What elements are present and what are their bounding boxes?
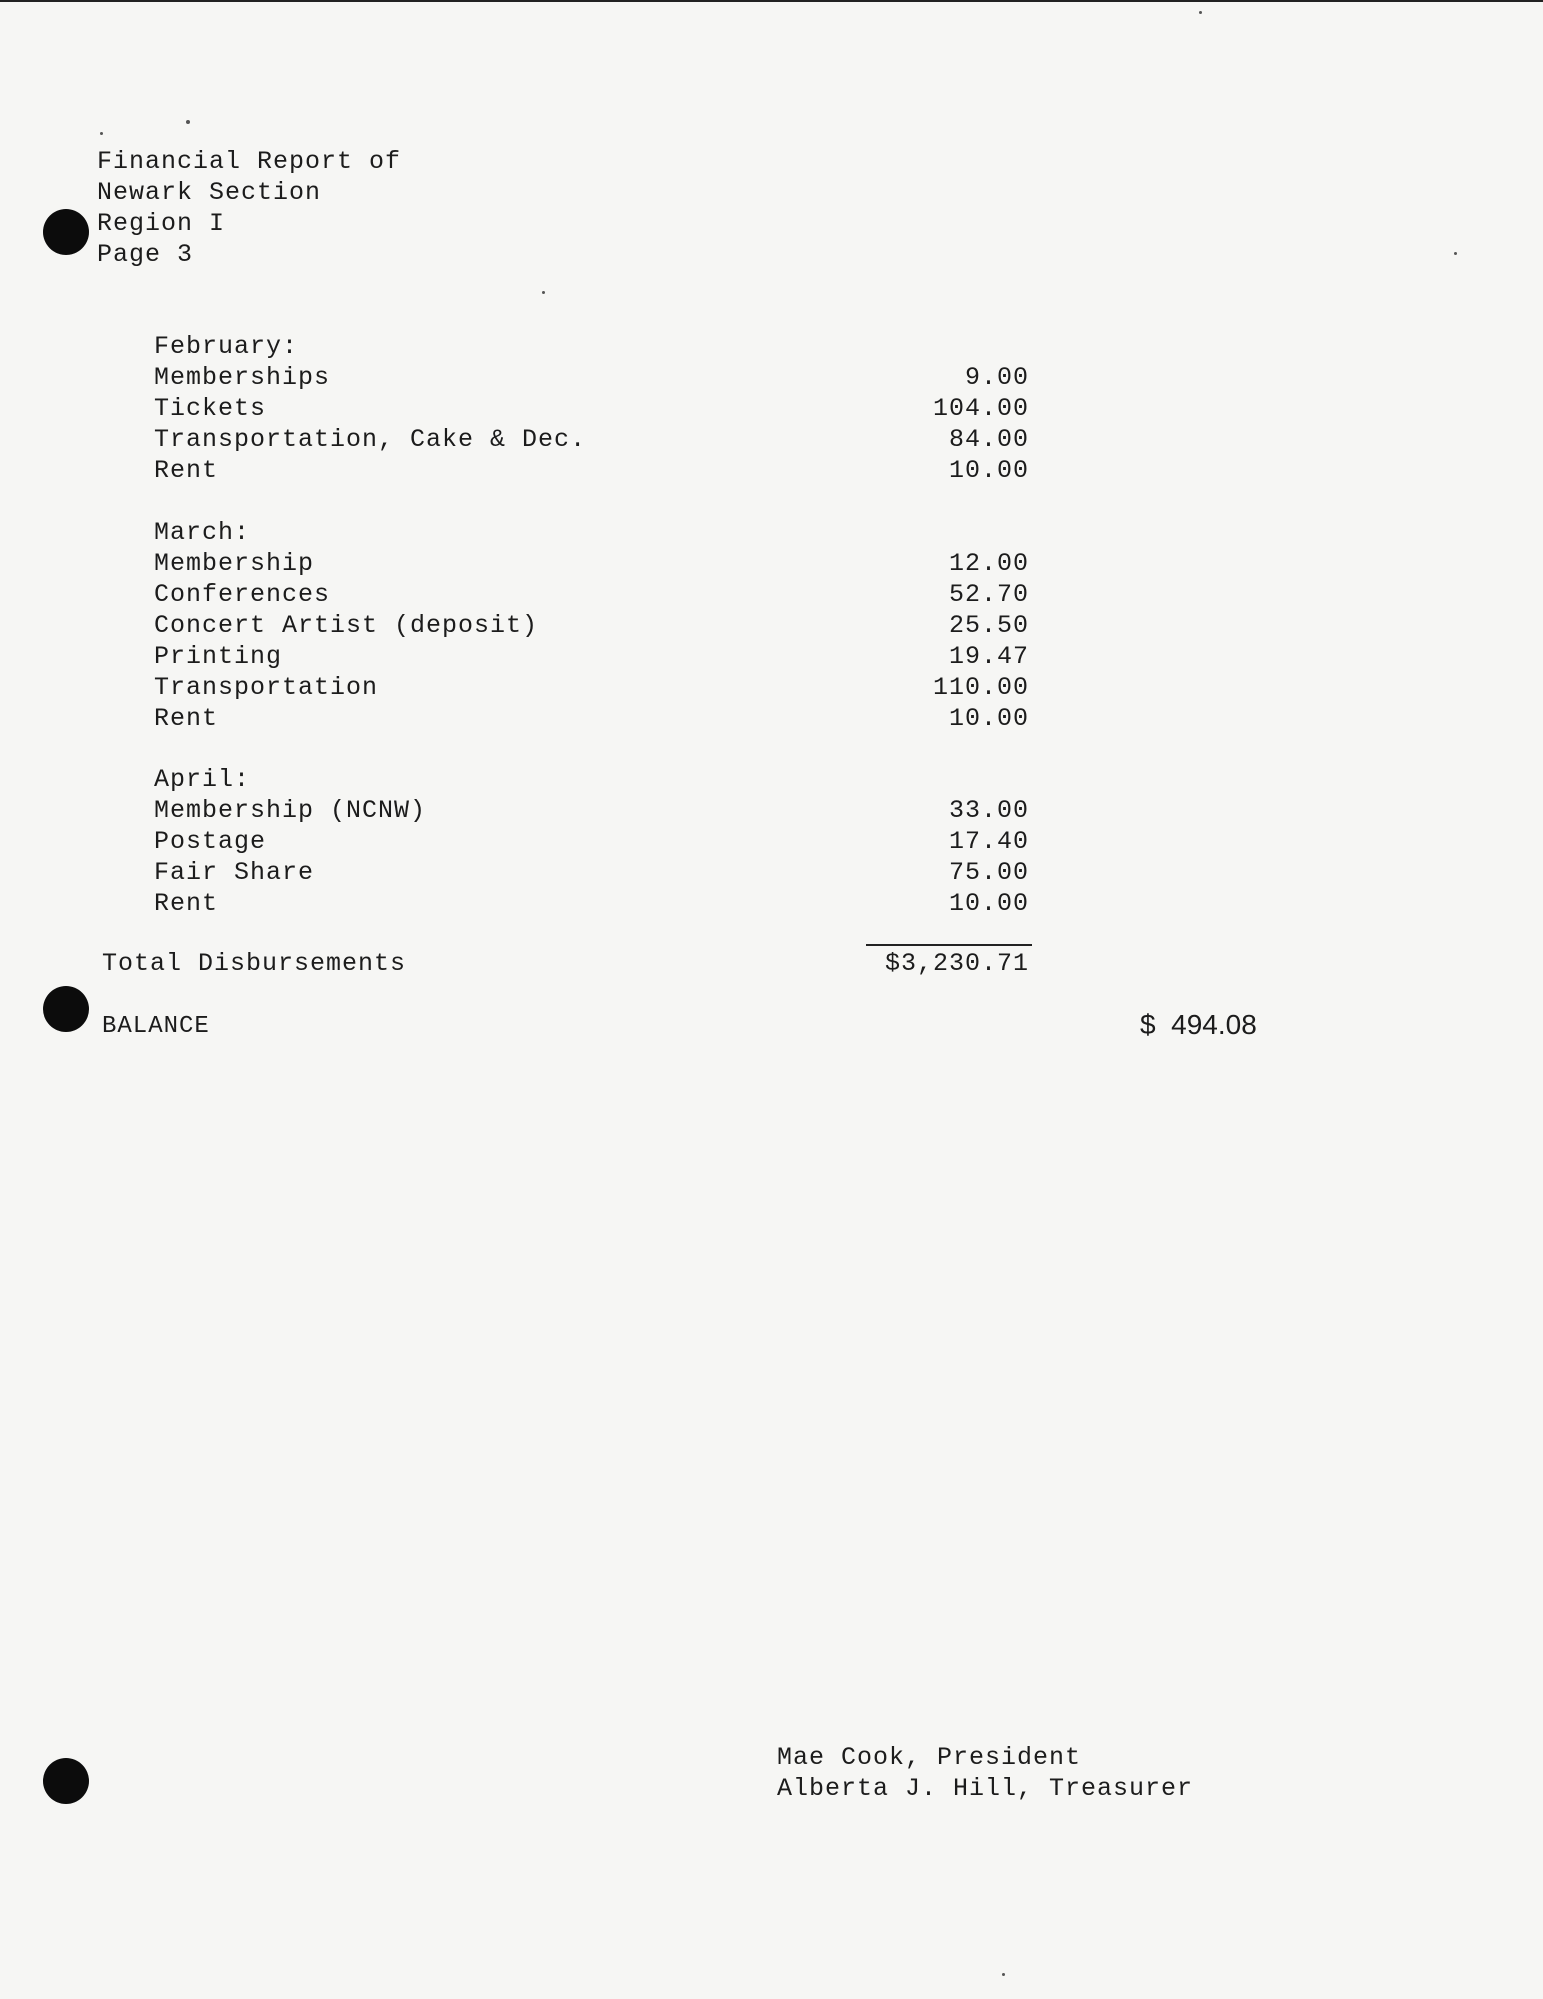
line-item bbox=[154, 580, 1029, 611]
line-item-label: Concert Artist (deposit) bbox=[154, 611, 539, 640]
line-item-amount: 10.00 bbox=[948, 456, 1029, 485]
line-item-amount: 10.00 bbox=[948, 704, 1029, 733]
line-item bbox=[154, 796, 1029, 827]
line-item bbox=[154, 394, 1029, 425]
line-item bbox=[154, 456, 1029, 487]
line-item-amount: 10.00 bbox=[948, 889, 1029, 918]
balance-label: BALANCE bbox=[102, 1013, 210, 1040]
line-item-label: Fair Share bbox=[154, 858, 315, 887]
line-item-amount: 17.40 bbox=[948, 827, 1029, 856]
ink-speck bbox=[1454, 252, 1457, 255]
total-label: Total Disbursements bbox=[102, 949, 407, 978]
line-item-amount: 84.00 bbox=[948, 425, 1029, 454]
line-item-amount: 19.47 bbox=[948, 642, 1029, 671]
region-name: Region I bbox=[97, 209, 226, 238]
line-item bbox=[154, 704, 1029, 735]
line-item-label: Memberships bbox=[154, 363, 331, 392]
ink-speck bbox=[100, 132, 103, 135]
balance-amount: $ 494.08 bbox=[1140, 1009, 1257, 1040]
line-item-label: Postage bbox=[154, 827, 267, 856]
ink-speck bbox=[186, 120, 190, 124]
line-item bbox=[154, 611, 1029, 642]
total-amount: $3,230.71 bbox=[884, 949, 1029, 978]
report-title: Financial Report of bbox=[97, 147, 402, 176]
line-item bbox=[154, 642, 1029, 673]
line-item bbox=[154, 889, 1029, 920]
page-number: Page 3 bbox=[97, 240, 194, 269]
line-item-amount: 25.50 bbox=[948, 611, 1029, 640]
line-item-amount: 75.00 bbox=[948, 858, 1029, 887]
line-item bbox=[154, 827, 1029, 858]
line-item bbox=[154, 673, 1029, 704]
line-item-label: Printing bbox=[154, 642, 283, 671]
total-underline bbox=[866, 944, 1032, 946]
ink-speck bbox=[1002, 1973, 1005, 1976]
line-item-amount: 110.00 bbox=[932, 673, 1029, 702]
line-item bbox=[154, 549, 1029, 580]
line-item-amount: 12.00 bbox=[948, 549, 1029, 578]
total-disbursements-row bbox=[102, 949, 1029, 982]
line-item-label: Transportation bbox=[154, 673, 379, 702]
line-item bbox=[154, 425, 1029, 456]
line-item-label: Transportation, Cake & Dec. bbox=[154, 425, 587, 454]
month-heading-march: March: bbox=[154, 518, 251, 547]
line-item-label: Rent bbox=[154, 456, 219, 485]
ink-speck bbox=[1199, 11, 1202, 14]
ink-speck bbox=[542, 291, 545, 294]
binder-hole-top bbox=[43, 209, 89, 255]
line-item-amount: 104.00 bbox=[932, 394, 1029, 423]
month-heading-april: April: bbox=[154, 765, 251, 794]
binder-hole-bottom bbox=[43, 1758, 89, 1804]
president-signature: Mae Cook, President bbox=[777, 1743, 1082, 1772]
line-item-amount: 52.70 bbox=[948, 580, 1029, 609]
report-header bbox=[97, 146, 401, 270]
line-item-label: Rent bbox=[154, 889, 219, 918]
line-item-label: Rent bbox=[154, 704, 219, 733]
line-item-label: Tickets bbox=[154, 394, 267, 423]
line-item-amount: 33.00 bbox=[948, 796, 1029, 825]
month-heading-february: February: bbox=[154, 332, 299, 361]
section-name: Newark Section bbox=[97, 178, 322, 207]
binder-hole-middle bbox=[43, 986, 89, 1032]
line-item-label: Membership bbox=[154, 549, 315, 578]
line-item bbox=[154, 858, 1029, 889]
line-item-amount: 9.00 bbox=[964, 363, 1029, 392]
line-item bbox=[154, 363, 1029, 394]
line-item-label: Conferences bbox=[154, 580, 331, 609]
signature-block bbox=[777, 1742, 1193, 1804]
treasurer-signature: Alberta J. Hill, Treasurer bbox=[777, 1774, 1194, 1803]
line-item-label: Membership (NCNW) bbox=[154, 796, 427, 825]
